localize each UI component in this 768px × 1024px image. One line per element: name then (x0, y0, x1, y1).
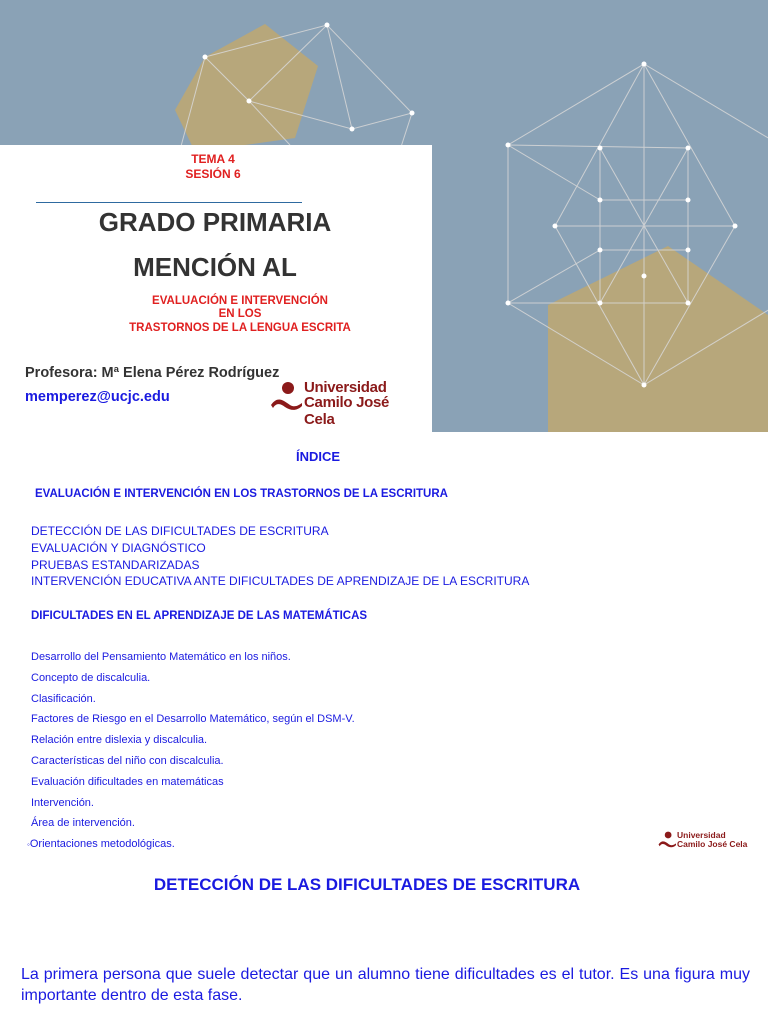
title-card (0, 145, 432, 432)
ucjc-logo-icon (270, 381, 302, 413)
professor-name: Profesora: Mª Elena Pérez Rodríguez (25, 365, 280, 381)
subtitle-line-1: EVALUACIÓN E INTERVENCIÓN (152, 295, 328, 307)
mencion-title: MENCIÓN AL (133, 252, 297, 282)
list-item: INTERVENCIÓN EDUCATIVA ANTE DIFICULTADES DE APRENDIZAJE DE LA ESCRITURA (31, 574, 530, 589)
index-title: ÍNDICE (295, 449, 341, 464)
logo-text-line-2: Camilo José Cela (677, 839, 748, 849)
list-item: Factores de Riesgo en el Desarrollo Matemático, según el DSM-V. (31, 713, 355, 726)
cover-slide (0, 0, 768, 432)
list-item: EVALUACIÓN Y DIAGNÓSTICO (31, 540, 206, 555)
section-2-heading: DIFICULTADES EN EL APRENDIZAJE DE LAS MATEMÁTICAS (31, 610, 368, 622)
section-2-list (31, 647, 355, 856)
deteccion-paragraph: La primera persona que suele detectar que un alumno tiene dificultades es el tutor. Es una figura muy importante dentro de esta fase. (21, 966, 750, 1004)
list-item: Relación entre dislexia y discalculia. (31, 734, 208, 747)
list-item: Área de intervención. (31, 817, 135, 830)
grado-title: GRADO PRIMARIA (98, 207, 332, 237)
list-item: Concepto de discalculia. (31, 671, 151, 684)
sesion-label: SESIÓN 6 (185, 167, 241, 181)
logo-text-line-1: Universidad (677, 830, 726, 840)
logo-text-line-2: Camilo José Cela (304, 394, 390, 428)
ucjc-logo-icon (658, 831, 676, 849)
tema-label: TEMA 4 (191, 152, 235, 166)
section-1-heading: EVALUACIÓN E INTERVENCIÓN EN LOS TRASTORNOS DE LA ESCRITURA (35, 488, 448, 500)
subtitle-line-2: EN LOS (218, 308, 262, 320)
professor-email[interactable]: memperez@ucjc.edu (25, 389, 170, 405)
deteccion-title: DETECCIÓN DE LAS DIFICULTADES DE ESCRITURA (153, 875, 581, 894)
logo-text-line-1: Universidad (304, 379, 387, 396)
list-item: Desarrollo del Pensamiento Matemático en los niños. (31, 651, 291, 663)
list-item: Intervención. (31, 796, 94, 809)
list-item: Evaluación dificultades en matemáticas (31, 775, 224, 788)
list-item: PRUEBAS ESTANDARIZADAS (31, 557, 200, 572)
subtitle-line-3: TRASTORNOS DE LA LENGUA ESCRITA (129, 322, 351, 334)
list-item: ◦ Orientaciones metodológicas. (31, 834, 355, 856)
list-item: Características del niño con discalculia. (31, 754, 224, 767)
university-logo (270, 379, 420, 428)
title-divider (36, 202, 302, 203)
university-logo-small (658, 830, 768, 852)
list-item: DETECCIÓN DE LAS DIFICULTADES DE ESCRITURA (31, 524, 329, 538)
section-1-list (31, 523, 529, 590)
list-item: Clasificación. (31, 692, 96, 705)
